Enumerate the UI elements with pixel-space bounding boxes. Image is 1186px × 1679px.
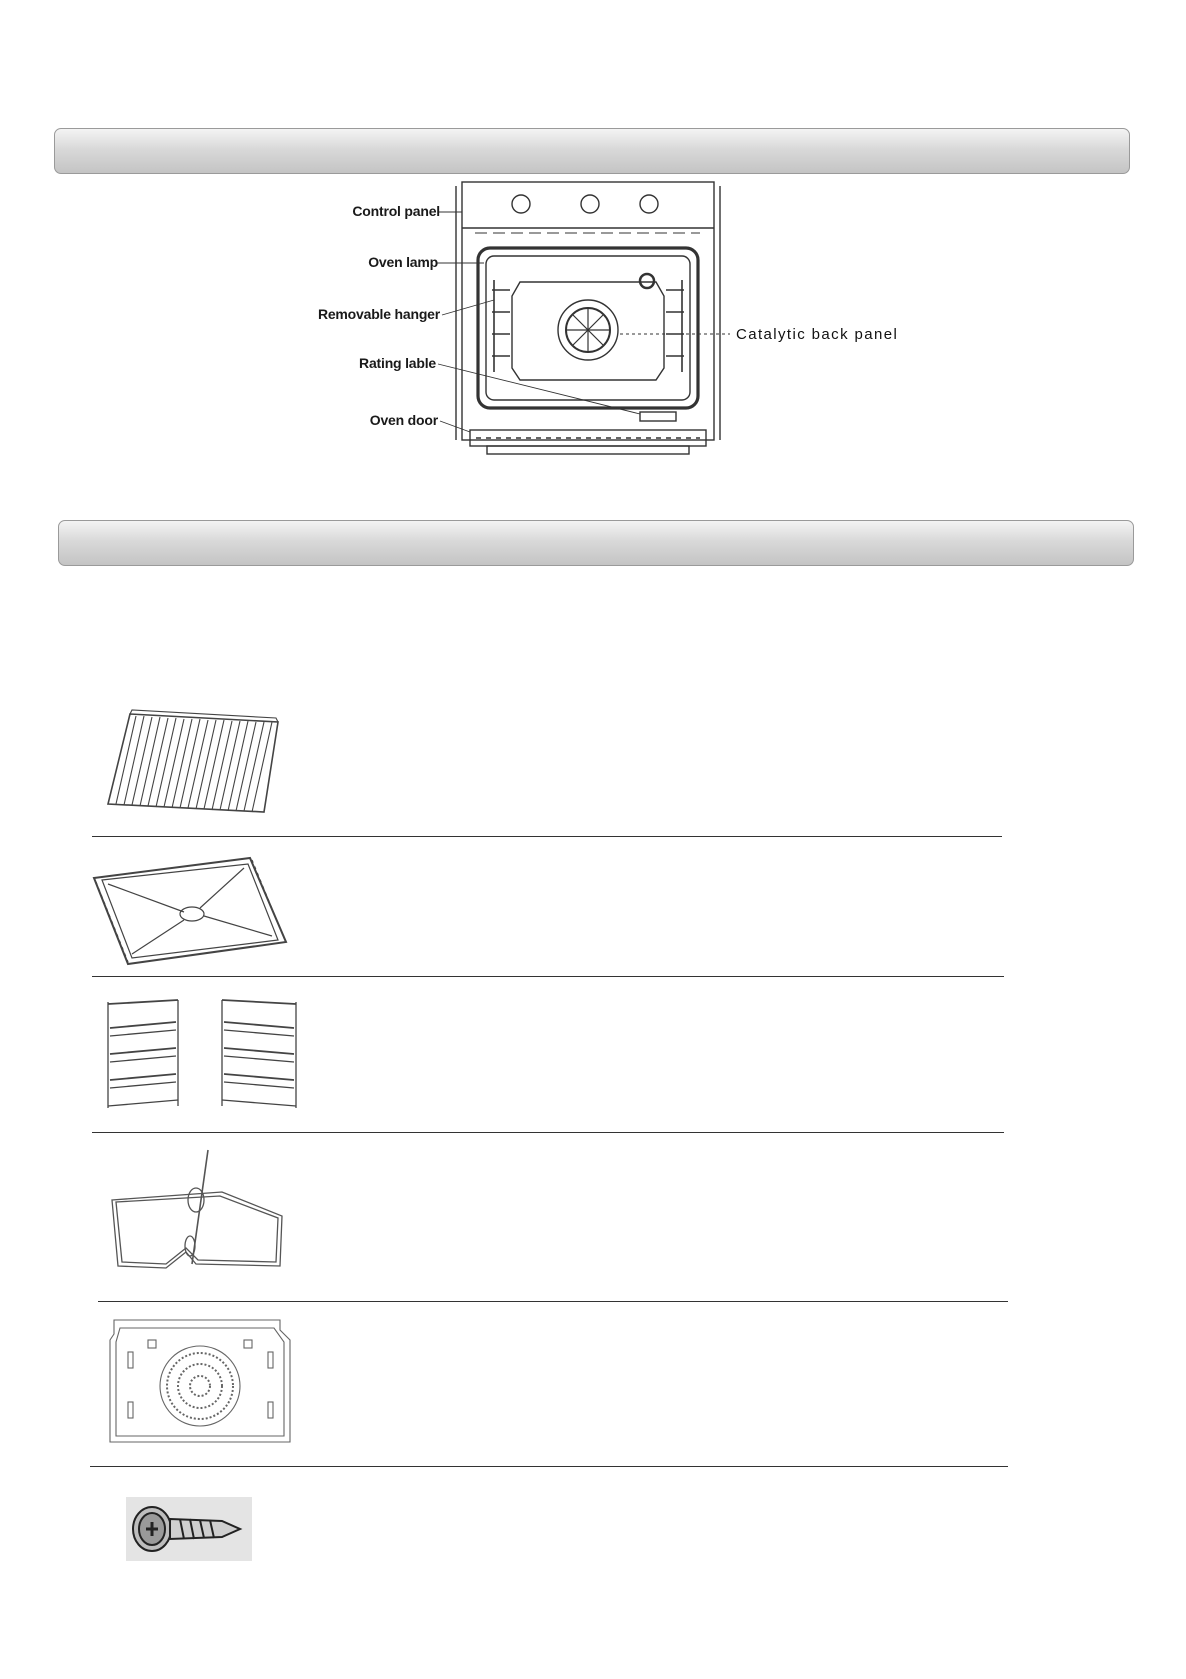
section-header-bar	[58, 520, 1134, 566]
label-catalytic-back-panel: Catalytic back panel	[736, 326, 899, 343]
accessory-divider	[92, 976, 1004, 977]
wire-shelf-icon	[100, 708, 290, 818]
screw-icon	[126, 1497, 252, 1561]
catalytic-back-panel-icon	[104, 1310, 294, 1448]
label-oven-lamp: Oven lamp	[368, 254, 438, 270]
accessory-divider	[92, 836, 1002, 837]
label-removable-hanger: Removable hanger	[317, 306, 440, 322]
oven-diagram	[0, 0, 1186, 500]
accessory-divider	[90, 1466, 1008, 1467]
heating-element-icon	[104, 1148, 294, 1272]
side-hangers-icon	[100, 990, 310, 1114]
baking-tray-icon	[88, 852, 293, 972]
label-control-panel: Control panel	[352, 203, 440, 219]
label-rating-label: Rating lable	[359, 355, 436, 371]
label-oven-door: Oven door	[369, 412, 438, 428]
accessory-divider	[92, 1132, 1004, 1133]
accessory-divider	[98, 1301, 1008, 1302]
